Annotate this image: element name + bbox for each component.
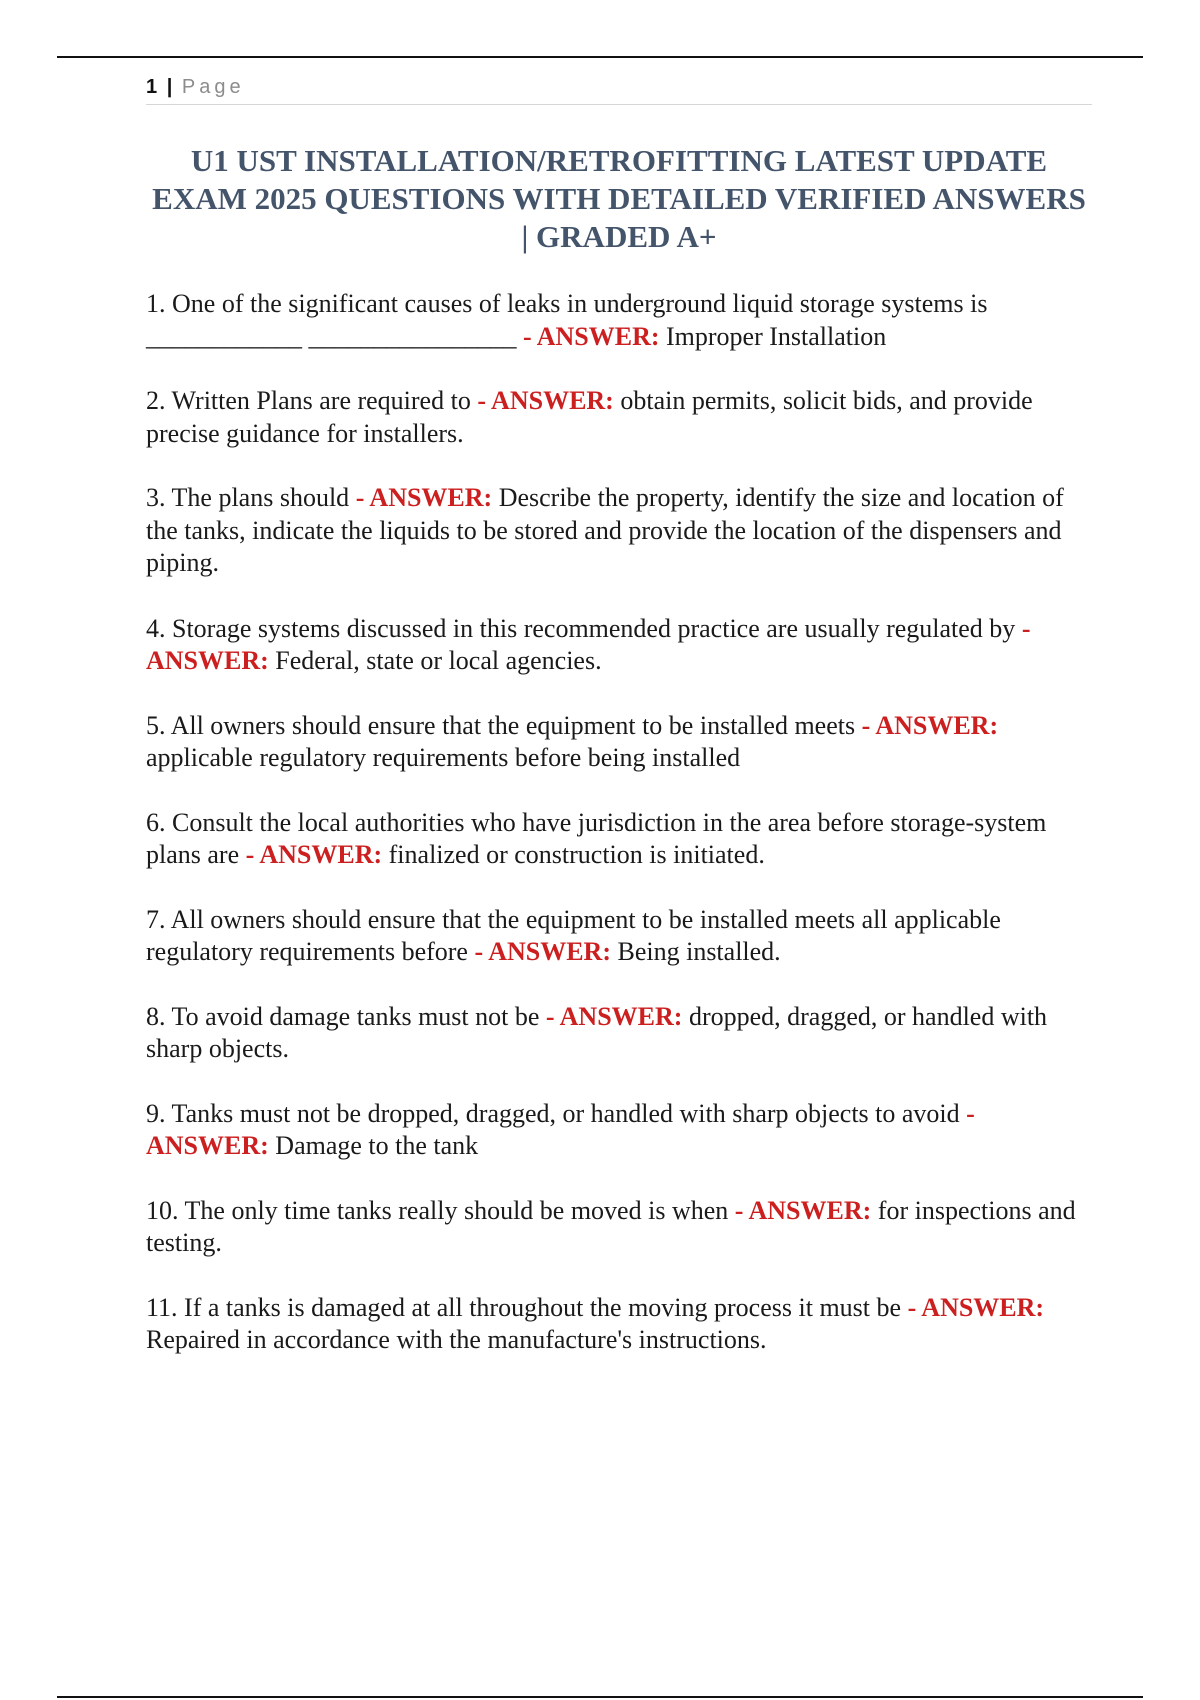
question-text: 11. If a tanks is damaged at all throughout the moving process it must be — [146, 1292, 902, 1322]
answer-label: - ANSWER: — [477, 386, 614, 415]
question-text: 9. Tanks must not be dropped, dragged, or handled with sharp objects to avoid — [146, 1098, 960, 1128]
top-rule — [57, 56, 1143, 58]
answer-text: Repaired in accordance with the manufacture's instructions. — [146, 1325, 767, 1354]
answer-text: Federal, state or local agencies. — [275, 646, 602, 675]
answer-label: - ANSWER: — [146, 613, 1031, 675]
answer-label: - ANSWER: — [523, 321, 660, 351]
document-title: U1 UST INSTALLATION/RETROFITTING LATEST UPDATE EXAM 2025 QUESTIONS WITH DETAILED VERIFIED ANSWERS | GRADED A+ — [152, 143, 1086, 254]
question-text: 10. The only time tanks really should be moved is when — [146, 1195, 729, 1225]
question-text: 6. Consult the local authorities who have jurisdiction in the area before storage-system plans are — [146, 807, 1047, 869]
qa-item — [146, 807, 1092, 872]
answer-label: - ANSWER: — [355, 483, 493, 512]
qa-item — [146, 1098, 1092, 1163]
answer-label: - ANSWER: — [245, 840, 383, 869]
answer-text: Describe the property, identify the size and location of the tanks, indicate the liquids to be stored and provide the location of the dispensers and piping. — [146, 483, 1064, 577]
bottom-rule — [57, 1696, 1143, 1698]
answer-text: for inspections and testing. — [146, 1195, 1076, 1257]
answer-text: Damage to the tank — [275, 1131, 479, 1160]
question-text: 5. All owners should ensure that the equipment to be installed meets — [146, 710, 856, 740]
question-text: 7. All owners should ensure that the equipment to be installed meets all applicable regulatory requirements before — [146, 904, 1001, 966]
qa-item — [146, 613, 1092, 678]
question-text: 1. One of the significant causes of leaks in underground liquid storage systems is ____________ ________________ — [146, 289, 988, 351]
answer-label: - ANSWER: — [907, 1292, 1045, 1322]
answer-text: dropped, dragged, or handled with sharp objects. — [146, 1001, 1048, 1063]
qa-item — [146, 1001, 1092, 1066]
qa-item — [146, 385, 1092, 450]
answer-label: - ANSWER: — [146, 1098, 975, 1160]
answer-text: Improper Installation — [666, 321, 887, 351]
answer-text: Being installed. — [617, 937, 781, 966]
page-header — [146, 74, 1092, 105]
question-text: 8. To avoid damage tanks must not be — [146, 1001, 540, 1031]
question-text: 3. The plans should — [146, 483, 350, 512]
qa-item — [146, 710, 1092, 775]
answer-text: finalized or construction is initiated. — [388, 840, 765, 869]
answer-label: - ANSWER: — [474, 937, 611, 966]
answer-text: applicable regulatory requirements before being installed — [146, 743, 741, 772]
question-text: 2. Written Plans are required to — [146, 386, 471, 415]
question-text: 4. Storage systems discussed in this recommended practice are usually regulated by — [146, 613, 1016, 643]
qa-item — [146, 904, 1092, 969]
answer-label: - ANSWER: — [545, 1001, 683, 1031]
answer-label: - ANSWER: — [734, 1195, 872, 1225]
qa-list — [146, 288, 1092, 1389]
answer-label: - ANSWER: — [861, 710, 999, 740]
qa-item — [146, 1195, 1092, 1260]
page-separator: | — [166, 76, 173, 98]
page-word: Page — [181, 76, 245, 98]
page-number: 1 — [146, 76, 158, 98]
answer-text: obtain permits, solicit bids, and provide precise guidance for installers. — [146, 386, 1033, 448]
qa-item — [146, 1292, 1092, 1357]
qa-item — [146, 482, 1092, 580]
qa-item — [146, 288, 1092, 353]
